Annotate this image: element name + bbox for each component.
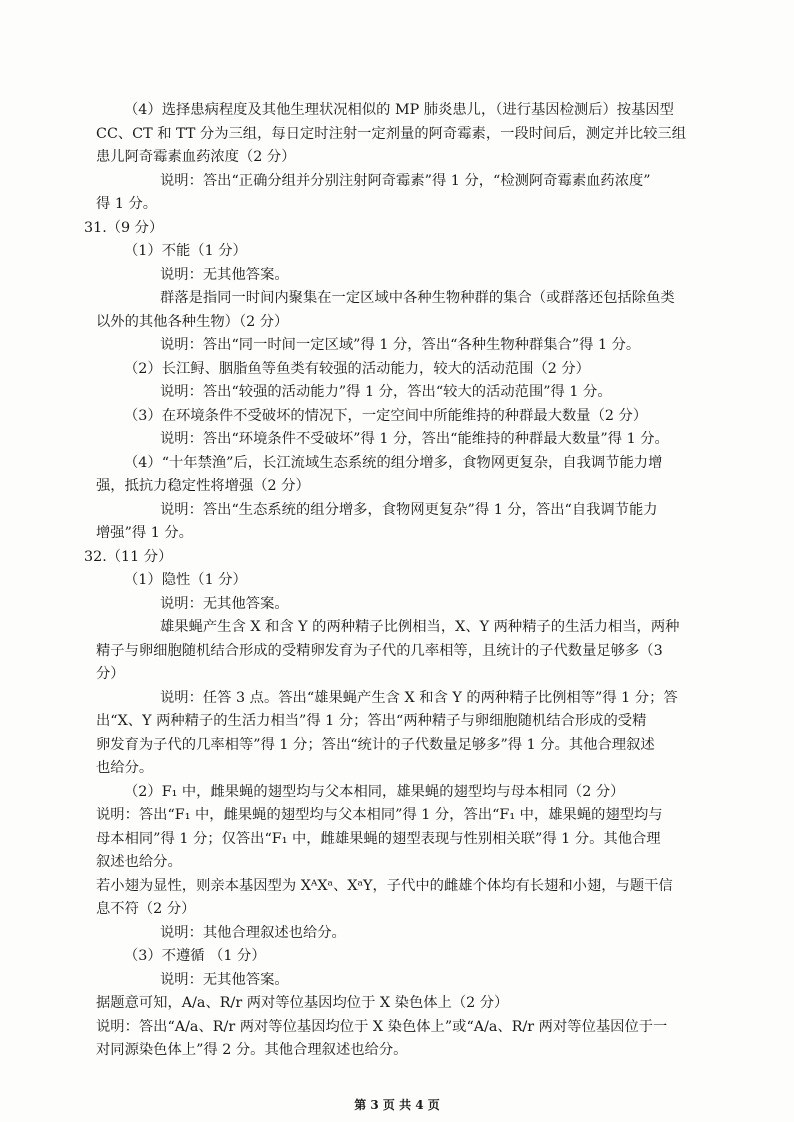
text-line: 叙述也给分。 [96, 854, 182, 870]
text-line: （2）F₁ 中，雌果蝇的翅型均与父本相同，雄果蝇的翅型均与母本相同（2 分） [124, 784, 625, 800]
text-line: 雄果蝇产生含 X 和含 Y 的两种精子比例相当，X、Y 两种精子的生活力相当，两种 [160, 619, 680, 635]
text-line: CC、CT 和 TT 分为三组，每日定时注射一定剂量的阿奇霉素，一段时间后，测定并比较三组 [96, 126, 687, 142]
text-line: （4）选择患病程度及其他生理状况相似的 MP 肺炎患儿，（进行基因检测后）按基因型 [124, 102, 674, 118]
text-line: 若小翅为显性，则亲本基因型为 XᴬXᵃ、XᵃY，子代中的雌雄个体均有长翅和小翅，与题干信 [96, 878, 673, 894]
question-heading: 32.（11 分） [84, 549, 173, 565]
text-line: 出“X、Y 两种精子的生活力相当”得 1 分；答出“两种精子与卵细胞随机结合形成的受精 [96, 713, 647, 729]
text-line: （1）隐性（1 分） [124, 572, 247, 588]
text-line: 说明：答出“同一时间一定区域”得 1 分，答出“各种生物种群集合”得 1 分。 [160, 337, 641, 353]
text-line: 说明：答出“生态系统的组分增多，食物网更复杂”得 1 分，答出“自我调节能力 [160, 502, 658, 518]
text-line: 分） [96, 666, 125, 682]
text-line: 说明：无其他答案。 [160, 267, 289, 283]
text-line: （3）不遵循 （1 分） [124, 948, 266, 964]
text-line: 卵发育为子代的几率相等”得 1 分；答出“统计的子代数量足够多”得 1 分。其他合理叙述 [96, 737, 655, 753]
text-line: （2）长江鲟、胭脂鱼等鱼类有较强的活动能力，较大的活动范围（2 分） [124, 361, 590, 377]
text-line: 母本相同”得 1 分；仅答出“F₁ 中，雌雄果蝇的翅型表现与性别相关联”得 1 分。其他合理 [96, 831, 661, 847]
text-line: 说明：其他合理叙述也给分。 [160, 925, 346, 941]
text-line: 对同源染色体上”得 2 分。其他合理叙述也给分。 [96, 1042, 408, 1058]
text-line: 以外的其他各种生物）（2 分） [96, 314, 289, 330]
text-line: 也给分。 [96, 760, 154, 776]
text-line: 说明：答出“较强的活动能力”得 1 分，答出“较大的活动范围”得 1 分。 [160, 384, 612, 400]
text-line: 说明：答出“F₁ 中，雌果蝇的翅型均与父本相同”得 1 分，答出“F₁ 中，雄果蝇的翅型均与 [96, 807, 663, 823]
text-line: （3）在环境条件不受破坏的情况下，一定空间中所能维持的种群最大数量（2 分） [124, 408, 648, 424]
text-line: 息不符（2 分） [96, 901, 196, 917]
text-line: 患儿阿奇霉素血药浓度（2 分） [96, 149, 296, 165]
text-line: 说明：答出“环境条件不受破坏”得 1 分，答出“能维持的种群最大数量”得 1 分。 [160, 431, 669, 447]
text-line: 说明：答出“A/a、R/r 两对等位基因均位于 X 染色体上”或“A/a、R/r 两对等位基因位于一 [96, 1019, 668, 1035]
text-line: 精子与卵细胞随机结合形成的受精卵发育为子代的几率相等，且统计的子代数量足够多（3 [96, 643, 663, 659]
text-line: （1）不能（1 分） [124, 243, 247, 259]
text-line: 得 1 分。 [96, 196, 158, 212]
text-line: 强，抵抗力稳定性将增强（2 分） [96, 478, 310, 494]
text-line: 说明：任答 3 点。答出“雄果蝇产生含 X 和含 Y 的两种精子比例相等”得 1 分；答 [160, 690, 678, 706]
text-line: 说明：无其他答案。 [160, 596, 289, 612]
text-line: 说明：答出“正确分组并分别注射阿奇霉素”得 1 分，“检测阿奇霉素血药浓度” [160, 173, 651, 189]
question-heading: 31.（9 分） [84, 220, 164, 236]
text-line: 群落是指同一时间内聚集在一定区域中各种生物种群的集合（或群落还包括除鱼类 [160, 290, 675, 306]
text-line: 据题意可知，A/a、R/r 两对等位基因均位于 X 染色体上（2 分） [96, 995, 509, 1011]
text-line: 增强”得 1 分。 [96, 525, 193, 541]
text-line: （4）“十年禁渔”后，长江流域生态系统的组分增多，食物网更复杂，自我调节能力增 [124, 455, 663, 471]
page-number: 第 3 页 共 4 页 [354, 1098, 440, 1112]
text-line: 说明：无其他答案。 [160, 972, 289, 988]
